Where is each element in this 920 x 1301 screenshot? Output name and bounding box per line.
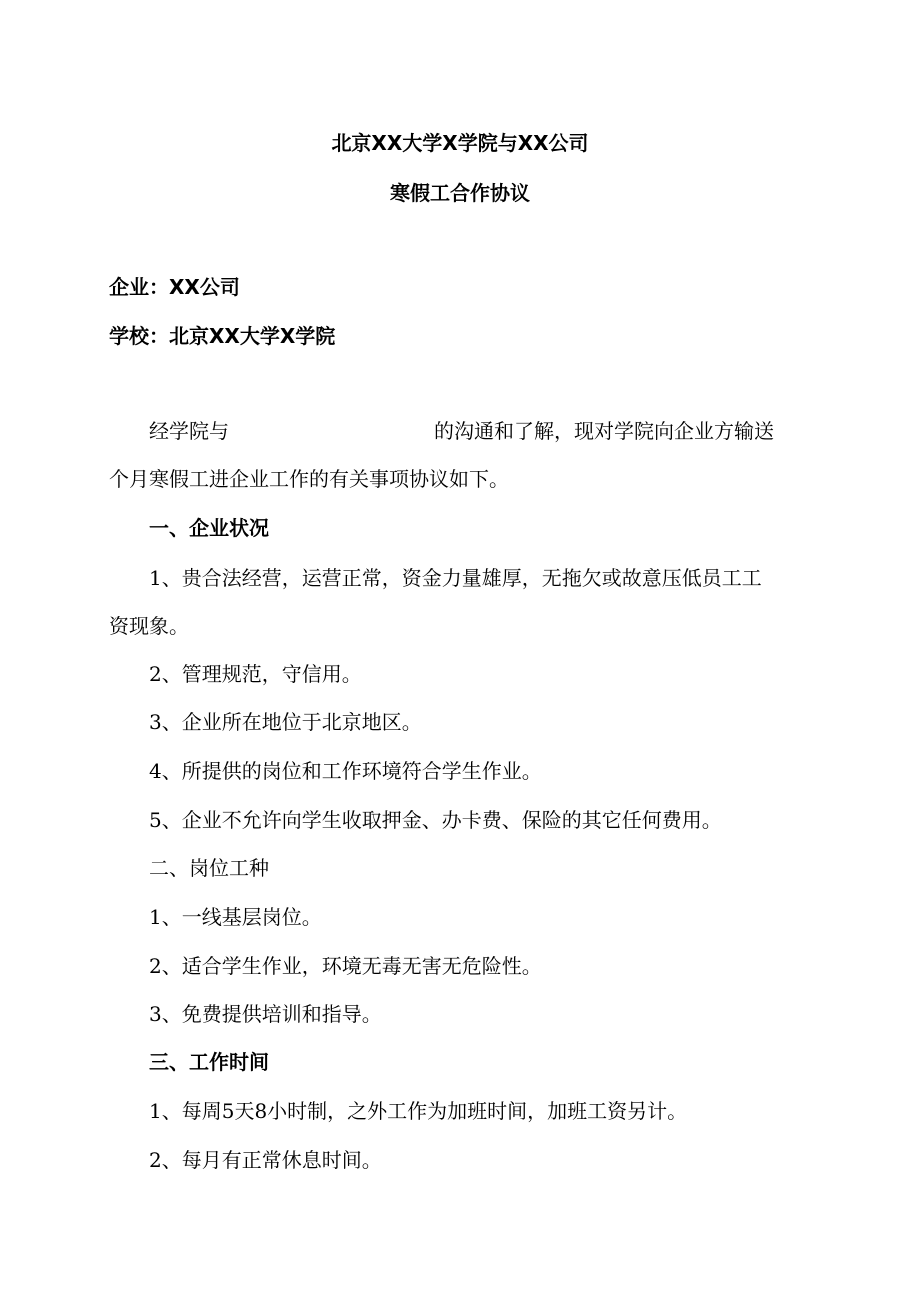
section2-item-2: 2、适合学生作业，环境无毒无害无危险性。: [149, 954, 542, 978]
section-heading-enterprise-status: 一、企业状况: [149, 516, 269, 540]
section3-item-2: 2、每月有正常休息时间。: [149, 1148, 382, 1172]
document-title-line2: 寒假工合作协议: [390, 181, 530, 205]
document-title-line1: 北京XX大学X学院与XX公司: [331, 131, 589, 155]
section-heading-work-hours: 三、工作时间: [149, 1050, 269, 1074]
section2-item-1: 1、一线基层岗位。: [149, 905, 322, 929]
section1-item-1-cont: 资现象。: [109, 614, 189, 638]
intro-part1: 经学院与: [149, 419, 229, 443]
section1-item-1: 1、贵合法经营，运营正常，资金力量雄厚，无拖欠或故意压低员工工: [149, 566, 762, 590]
section-heading-job-types: 二、岗位工种: [149, 856, 269, 880]
intro-part2: 的沟通和了解，现对学院向企业方输送: [434, 419, 774, 443]
section1-item-4: 4、所提供的岗位和工作环境符合学生作业。: [149, 759, 542, 783]
enterprise-row: [109, 275, 240, 299]
section1-item-3: 3、企业所在地位于北京地区。: [149, 710, 422, 734]
section2-item-3: 3、免费提供培训和指导。: [149, 1002, 382, 1026]
school-value: 北京XX大学X学院: [169, 324, 336, 348]
section1-item-2: 2、管理规范，守信用。: [149, 662, 362, 686]
intro-line2: 个月寒假工进企业工作的有关事项协议如下。: [109, 467, 509, 491]
school-row: [109, 324, 335, 348]
section1-item-5: 5、企业不允许向学生收取押金、办卡费、保险的其它任何费用。: [149, 808, 722, 832]
enterprise-label: 企业：: [109, 275, 169, 299]
enterprise-value: XX公司: [169, 275, 240, 299]
school-label: 学校：: [109, 324, 169, 348]
section3-item-1: 1、每周5天8小时制，之外工作为加班时间，加班工资另计。: [149, 1099, 688, 1123]
